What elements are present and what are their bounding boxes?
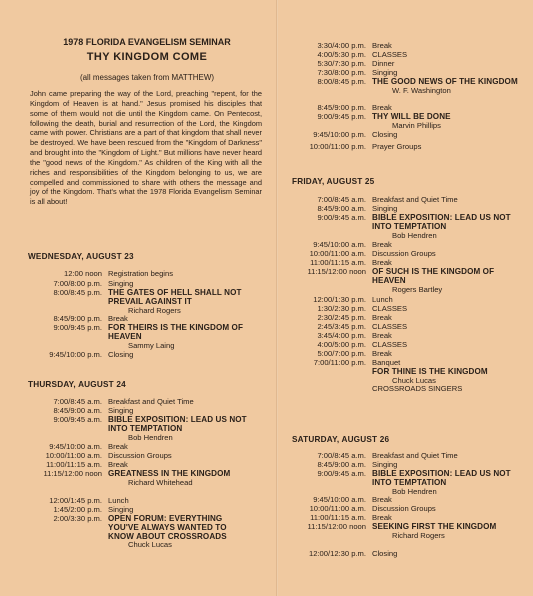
entry-activity: Break — [372, 513, 392, 522]
entry-details — [372, 550, 518, 559]
entry-time: 8:45/9:00 a.m. — [317, 204, 366, 213]
entry-details — [108, 515, 254, 550]
entry-time: 7:00/11:00 p.m. — [313, 358, 366, 367]
entry-details — [372, 523, 518, 541]
speaker-name: Chuck Lucas — [392, 375, 436, 385]
day-heading-saturday: SATURDAY, AUGUST 26 — [292, 435, 390, 444]
entry-time: 12:00 noon — [63, 269, 102, 278]
entry-details — [372, 470, 518, 496]
entry-time: 12:00/1:45 p.m. — [49, 496, 102, 505]
entry-activity: Singing — [372, 68, 398, 77]
entry-time: 9:00/9:45 p.m. — [317, 112, 366, 121]
entry-time: 8:45/9:00 a.m. — [317, 460, 366, 469]
entry-activity: Break — [372, 331, 392, 340]
entry-time: 7:30/8:00 p.m. — [317, 68, 366, 77]
entry-details — [372, 78, 518, 96]
entry-time: 11:00/11:15 a.m. — [310, 513, 366, 522]
speaker-name: Chuck Lucas — [128, 540, 172, 550]
entry-activity: Break — [372, 495, 392, 504]
entry-activity: Closing — [372, 130, 398, 139]
entry-activity: Singing — [108, 406, 134, 415]
session-title: THY WILL BE DONE — [372, 112, 451, 121]
entry-time: 12:00/12:30 p.m. — [309, 549, 366, 558]
speaker-name: Marvin Phillips — [392, 120, 441, 130]
entry-activity: CLASSES — [372, 50, 408, 59]
entry-activity: Discussion Groups — [372, 249, 436, 258]
entry-time: 2:45/3:45 p.m. — [317, 322, 366, 331]
entry-activity: Breakfast and Quiet Time — [108, 397, 194, 406]
entry-activity: Breakfast and Quiet Time — [372, 451, 458, 460]
entry-activity: CLASSES — [372, 304, 408, 313]
entry-activity: Closing — [108, 350, 134, 359]
entry-activity: Lunch — [372, 295, 393, 304]
entry-details — [372, 505, 518, 514]
entry-details — [372, 214, 518, 240]
session-title: OF SUCH IS THE KINGDOM OF HEAVEN — [372, 267, 495, 285]
entry-time: 10:00/11:00 p.m. — [309, 142, 366, 151]
entry-details — [372, 131, 518, 140]
speaker-name: Richard Rogers — [128, 305, 181, 315]
entry-time: 11:15/12:00 noon — [307, 522, 366, 531]
entry-time: 7:00/8:00 p.m. — [53, 279, 102, 288]
entry-time: 11:00/11:15 a.m. — [310, 258, 366, 267]
entry-details — [108, 470, 254, 488]
speaker-name: Richard Rogers — [392, 530, 445, 540]
entry-time: 2:30/2:45 p.m. — [317, 313, 366, 322]
entry-details — [372, 250, 518, 259]
intro-paragraph: John came preparing the way of the Lord, preaching "repent, for the Kingdom of Heaven is at hand." Jesus promised his disciples that some of them would not die until the Kingdom came. On Pentecost, following the death, burial and resurrection of the Lord, the Kingdom came with power. Christians are a part of that kingdom that shall never be destroyed. We have been rescued from the "Kingdom of Darkness" and brought into the "Kingdom of Light." But millions have never heard the "good news of the Kingdom." As children of the King with all the riches and responsibilities of the Kingdom belonging to us, we are compelled and commissioned to share with others the message and joy of the Kingdom. That's what the 1978 Florida Evangelism Seminar is all about! — [30, 89, 262, 207]
session-title: FOR THINE IS THE KINGDOM — [372, 366, 488, 376]
entry-details — [372, 268, 518, 294]
speaker-name: Richard Whitehead — [128, 477, 193, 487]
entry-details — [372, 305, 518, 314]
entry-activity: Banquet — [372, 358, 401, 367]
speaker-name: Rogers Bartley — [392, 284, 443, 294]
entry-time: 8:00/8:45 p.m. — [53, 288, 102, 297]
entry-time: 4:00/5:00 p.m. — [317, 340, 366, 349]
entry-time: 9:45/10:00 p.m. — [313, 130, 366, 139]
entry-time: 1:30/2:30 p.m. — [317, 304, 366, 313]
entry-time: 7:00/8:45 a.m. — [317, 195, 366, 204]
session-title: BIBLE EXPOSITION: LEAD US NOT INTO TEMPTATION — [108, 415, 247, 433]
entry-time: 2:00/3:30 p.m. — [53, 514, 102, 523]
entry-details — [108, 289, 254, 315]
day-heading-friday: FRIDAY, AUGUST 25 — [292, 177, 375, 186]
entry-activity: Lunch — [108, 496, 129, 505]
entry-extra: CROSSROADS SINGERS — [372, 384, 463, 394]
entry-activity: Registration begins — [108, 269, 174, 278]
entry-details — [108, 324, 254, 350]
entry-activity: Break — [372, 313, 392, 322]
entry-details — [108, 452, 254, 461]
session-title: SEEKING FIRST THE KINGDOM — [372, 522, 497, 531]
entry-time: 11:00/11:15 a.m. — [46, 460, 102, 469]
seminar-theme: THY KINGDOM COME — [86, 51, 208, 63]
entry-activity: Discussion Groups — [372, 504, 436, 513]
speaker-name: Bob Hendren — [392, 230, 437, 240]
entry-time: 9:00/9:45 a.m. — [53, 415, 102, 424]
entry-activity: Singing — [372, 204, 398, 213]
entry-activity: Closing — [372, 549, 398, 558]
day-heading-thursday: THURSDAY, AUGUST 24 — [28, 380, 126, 389]
entry-details — [108, 270, 254, 279]
session-title: OPEN FORUM: EVERYTHING YOU'VE ALWAYS WANTED TO KNOW ABOUT CROSSROADS — [108, 514, 227, 541]
entry-time: 11:15/12:00 noon — [307, 267, 366, 276]
session-title: FOR THEIRS IS THE KINGDOM OF HEAVEN — [108, 323, 243, 341]
entry-activity: Dinner — [372, 59, 395, 68]
session-title: THE GOOD NEWS OF THE KINGDOM — [372, 77, 518, 86]
speaker-name: Bob Hendren — [128, 432, 173, 442]
entry-time: 1:45/2:00 p.m. — [53, 505, 102, 514]
session-title: BIBLE EXPOSITION: LEAD US NOT INTO TEMPTATION — [372, 213, 511, 231]
entry-activity: Break — [372, 103, 392, 112]
seminar-note: (all messages taken from MATTHEW) — [79, 73, 215, 82]
entry-activity: CLASSES — [372, 340, 408, 349]
entry-activity: Break — [372, 41, 392, 50]
entry-time: 4:00/5:30 p.m. — [317, 50, 366, 59]
entry-activity: CLASSES — [372, 322, 408, 331]
session-title: GREATNESS IN THE KINGDOM — [108, 469, 231, 478]
entry-activity: Singing — [108, 505, 134, 514]
entry-time: 9:45/10:00 p.m. — [49, 350, 102, 359]
entry-time: 9:45/10:00 a.m. — [313, 240, 366, 249]
entry-activity: Break — [108, 314, 128, 323]
entry-time: 9:00/9:45 a.m. — [317, 213, 366, 222]
entry-time: 5:00/7:00 p.m. — [317, 349, 366, 358]
day-heading-wednesday: WEDNESDAY, AUGUST 23 — [28, 252, 134, 261]
session-title: BIBLE EXPOSITION: LEAD US NOT INTO TEMPTATION — [372, 469, 511, 487]
entry-activity: Break — [372, 258, 392, 267]
entry-time: 5:30/7:30 p.m. — [317, 59, 366, 68]
center-fold — [276, 0, 278, 596]
seminar-title: 1978 FLORIDA EVANGELISM SEMINAR — [63, 37, 231, 47]
entry-time: 11:15/12:00 noon — [43, 469, 102, 478]
entry-details — [372, 341, 518, 350]
entry-time: 7:00/8:45 a.m. — [53, 397, 102, 406]
entry-time: 8:45/9:00 a.m. — [53, 406, 102, 415]
entry-details — [108, 416, 254, 442]
entry-activity: Break — [372, 349, 392, 358]
entry-details — [108, 351, 254, 360]
entry-activity: Discussion Groups — [108, 451, 172, 460]
speaker-name: Sammy Laing — [128, 340, 175, 350]
entry-time: 3:30/4:00 p.m. — [317, 41, 366, 50]
entry-time: 10:00/11:00 a.m. — [45, 451, 102, 460]
entry-time: 10:00/11:00 a.m. — [309, 249, 366, 258]
session-title: THE GATES OF HELL SHALL NOT PREVAIL AGAINST IT — [108, 288, 242, 306]
entry-activity: Break — [108, 442, 128, 451]
entry-details — [372, 323, 518, 332]
speaker-name: Bob Hendren — [392, 486, 437, 496]
entry-activity: Break — [108, 460, 128, 469]
entry-time: 3:45/4:00 p.m. — [317, 331, 366, 340]
speaker-name: W. F. Washington — [392, 85, 451, 95]
entry-time: 9:00/9:45 a.m. — [317, 469, 366, 478]
entry-activity: Breakfast and Quiet Time — [372, 195, 458, 204]
entry-activity: Singing — [372, 460, 398, 469]
entry-activity: Prayer Groups — [372, 142, 422, 151]
entry-details — [372, 113, 518, 131]
entry-time: 9:45/10:00 a.m. — [49, 442, 102, 451]
entry-time: 8:45/9:00 p.m. — [317, 103, 366, 112]
entry-activity: Singing — [108, 279, 134, 288]
entry-time: 10:00/11:00 a.m. — [309, 504, 366, 513]
entry-time: 9:45/10:00 a.m. — [313, 495, 366, 504]
entry-time: 8:45/9:00 p.m. — [53, 314, 102, 323]
entry-details — [372, 359, 518, 394]
entry-time: 9:00/9:45 p.m. — [53, 323, 102, 332]
entry-time: 12:00/1:30 p.m. — [313, 295, 366, 304]
entry-time: 7:00/8:45 a.m. — [317, 451, 366, 460]
entry-activity: Break — [372, 240, 392, 249]
entry-details — [372, 143, 518, 152]
entry-time: 8:00/8:45 p.m. — [317, 77, 366, 86]
